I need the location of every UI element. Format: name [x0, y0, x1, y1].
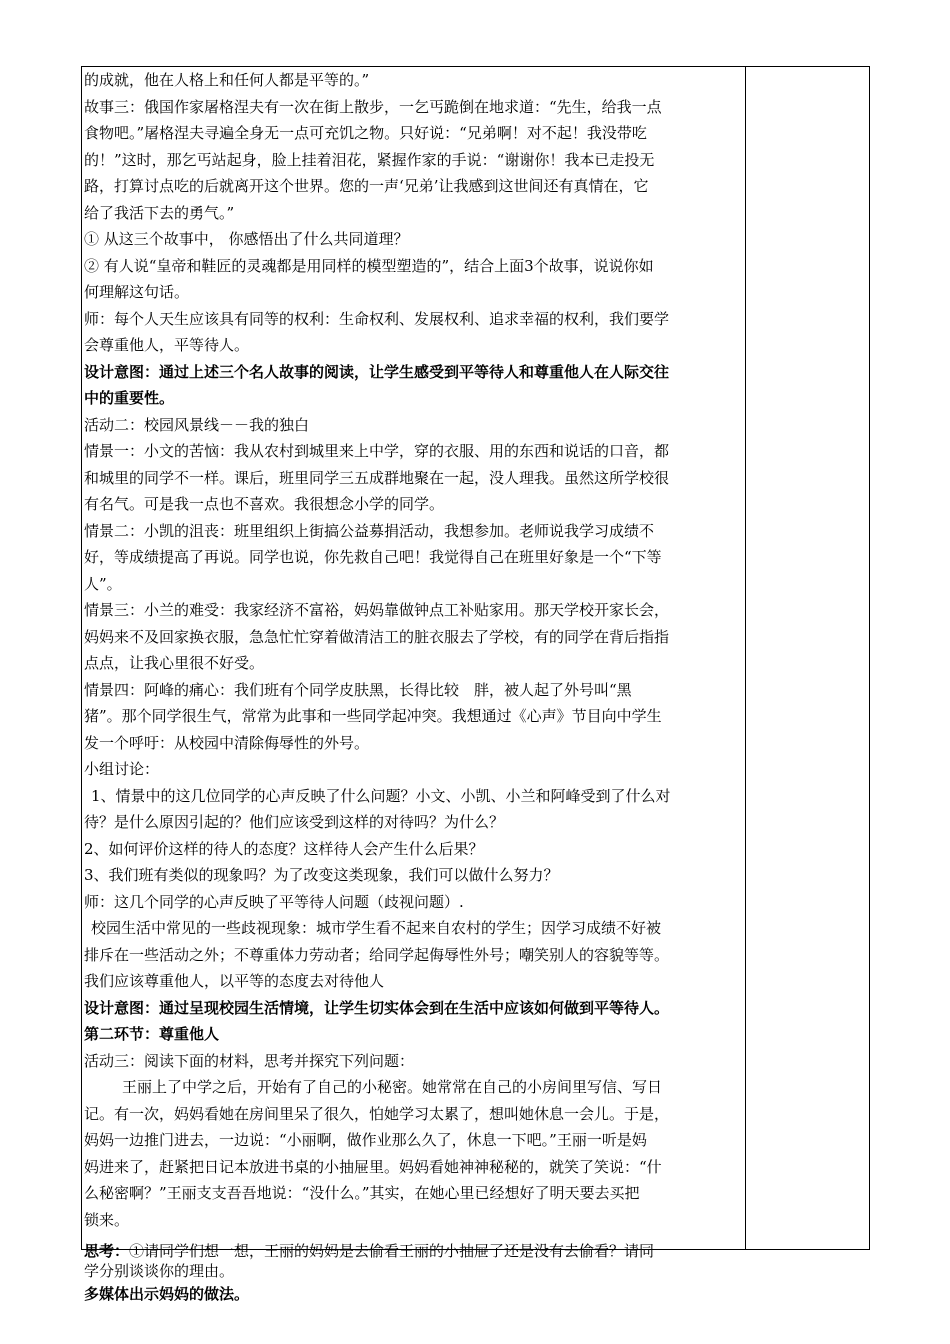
think-label: 思考： — [84, 1242, 130, 1260]
text-line: 人”。 — [84, 574, 122, 593]
question-line: 何理解这句话。 — [84, 283, 190, 301]
text-line: 情景三：小兰的难受：我家经济不富裕，妈妈靠做钟点工补贴家用。那天学校开家长会， — [84, 601, 670, 619]
design-intent-line: 中的重要性。 — [84, 389, 175, 407]
design-intent-line: 设计意图：通过呈现校园生活情境，让学生切实体会到在生活中应该如何做到平等待人。 — [84, 998, 670, 1017]
text-line: 会尊重他人，平等待人。 — [84, 336, 250, 354]
text-line: 发一个呼吁：从校园中清除侮辱性的外号。 — [84, 733, 370, 752]
text-line: 情景四：阿峰的痛心：我们班有个同学皮肤黑，长得比较 胖，被人起了外号叫“黑 — [84, 680, 632, 699]
text-line: 有名气。可是我一点也不喜欢。我很想念小学的同学。 — [84, 495, 445, 513]
text-line: 师：这几个同学的心声反映了平等待人问题（歧视问题）. — [84, 892, 464, 911]
text-line: 小组讨论： — [84, 760, 160, 778]
think-text: ①请同学们想一想，王丽的妈妈是去偷看王丽的小抽屉了还是没有去偷看？请同 — [129, 1242, 655, 1260]
text-line: 排斥在一些活动之外；不尊重体力劳动者；给同学起侮辱性外号；嘲笑别人的容貌等等。 — [84, 945, 670, 964]
text-line: 情景一：小文的苦恼：我从农村到城里来上中学，穿的衣服、用的东西和说话的口音，都 — [84, 442, 670, 460]
text-line: 点点，让我心里很不好受。 — [84, 654, 265, 672]
discussion-line: 3、我们班有类似的现象吗？为了改变这类现象，我们可以做什么努力？ — [84, 866, 559, 884]
text-line: 师：每个人天生应该具有同等的权利：生命权利、发展权利、追求幸福的权利，我们要学 — [84, 309, 670, 328]
lesson-table — [81, 66, 870, 1303]
multimedia-line: 多媒体出示妈妈的做法。 — [84, 1285, 250, 1303]
discussion-line: 2、如何评价这样的待人的态度？这样待人会产生什么后果？ — [84, 839, 484, 858]
design-intent-line: 设计意图：通过上述三个名人故事的阅读，让学生感受到平等待人和尊重他人在人际交往 — [84, 362, 670, 381]
text-line: 妈妈一边推门进去，一边说：“小丽啊，做作业那么久了，休息一下吧。”王丽一听是妈 — [84, 1131, 647, 1149]
question-line: ① 从这三个故事中， 你感悟出了什么共同道理？ — [84, 230, 409, 248]
text-line: 妈妈来不及回家换衣服，急急忙忙穿着做清洁工的脏衣服去了学校，有的同学在背后指指 — [84, 627, 670, 646]
text-line: 记。有一次，妈妈看她在房间里呆了很久，怕她学习太累了，想叫她休息一会儿。于是， — [84, 1104, 670, 1123]
text-line: 的成就，他在人格上和任何人都是平等的。” — [84, 71, 370, 89]
text-line: 校园生活中常见的一些歧视现象：城市学生看不起来自农村的学生；因学习成绩不好被 — [91, 919, 662, 937]
text-line: 和城里的同学不一样。课后，班里同学三五成群地聚在一起，没人理我。虽然这所学校很 — [84, 468, 670, 487]
column-divider — [745, 67, 746, 1249]
discussion-line: 1、情景中的这几位同学的心声反映了什么问题？小文、小凯、小兰和阿峰受到了什么对 — [91, 786, 671, 805]
activity-heading: 活动二：校园风景线－－我的独白 — [84, 415, 310, 434]
activity-heading: 活动三：阅读下面的材料，思考并探究下列问题： — [84, 1051, 415, 1070]
text-line: 妈进来了，赶紧把日记本放进书桌的小抽屉里。妈妈看她神神秘秘的，就笑了笑说：“什 — [84, 1157, 662, 1176]
text-line: 好，等成绩提高了再说。同学也说，你先救自己吧！我觉得自己在班里好象是一个“下等 — [84, 548, 662, 566]
lesson-content — [84, 67, 740, 1308]
question-line: ② 有人说“皇帝和鞋匠的灵魂都是用同样的模型塑造的”，结合上面3个故事，说说你如 — [84, 256, 654, 275]
text-line: 么秘密啊？”王丽支支吾吾地说：“没什么。”其实，在她心里已经想好了明天要去买把 — [84, 1184, 640, 1202]
text-line: 我们应该尊重他人，以平等的态度去对待他人 — [84, 972, 385, 990]
text-line: 王丽上了中学之后，开始有了自己的小秘密。她常常在自己的小房间里写信、写日 — [122, 1078, 663, 1096]
think-line — [84, 1241, 740, 1261]
text-line: 路，打算讨点吃的后就离开这个世界。您的一声‘兄弟’让我感到这世间还有真情在，它 — [84, 177, 649, 195]
discussion-line: 待？是什么原因引起的？他们应该受到这样的对待吗？为什么？ — [84, 813, 505, 831]
text-line: 给了我活下去的勇气。” — [84, 203, 235, 222]
text-line: 猪”。那个同学很生气，常常为此事和一些同学起冲突。我想通过《心声》节目向中学生 — [84, 707, 662, 725]
text-line: 的！”这时，那乞丐站起身，脸上挂着泪花，紧握作家的手说：“谢谢你！我本已走投无 — [84, 150, 655, 169]
text-line: 故事三：俄国作家屠格涅夫有一次在街上散步，一乞丐跪倒在地求道：“先生，给我一点 — [84, 97, 662, 116]
think-line: 学分别谈谈你的理由。 — [84, 1262, 235, 1280]
text-line: 情景二：小凯的沮丧：班里组织上街搞公益募捐活动，我想参加。老师说我学习成绩不 — [84, 521, 655, 540]
text-line: 锁来。 — [84, 1210, 130, 1229]
text-line: 食物吧。”屠格涅夫寻遍全身无一点可充饥之物。只好说：“兄弟啊！对不起！我没带吃 — [84, 124, 647, 142]
section-heading: 第二环节：尊重他人 — [84, 1025, 220, 1043]
